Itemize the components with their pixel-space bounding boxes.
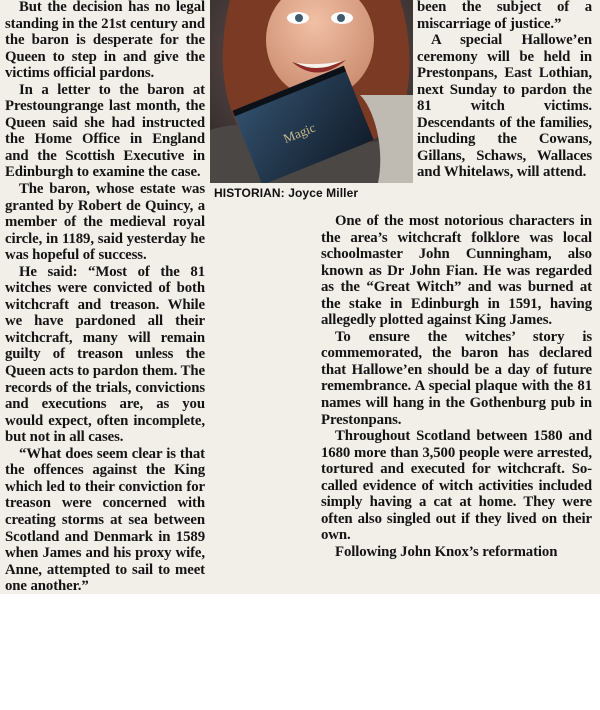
paragraph: A special Hallowe’en ceremony will be held in Prestonpans, East Lothian, next Sunday to pardon the 81 witch victims. Descendants of the families, including the Cowans, Gillans, Schaws, Wallaces and Whitelaws, will attend.	[417, 32, 592, 181]
paragraph: To ensure the witches’ story is commemorated, the baron has declared that Hallowe’en should be a day of future remembrance. A special plaque with the 81 names will hang in the Gothenburg pub in Prestonpans.	[321, 328, 592, 428]
paragraph: The baron, whose estate was granted by Robert de Quincy, a member of the medieval royal circle, in 1189, said yesterday he was hopeful of success.	[5, 181, 205, 264]
paragraph: He said: “Most of the 81 witches were convicted of both witchcraft and treason. While we have pardoned all their witchcraft, many will remain guilty of treason unless the Queen acts to pardon them. The records of the trials, convictions and executions are, as you would expect, often incomplete, but not in all cases.	[5, 263, 205, 446]
photo-joyce-miller	[210, 0, 413, 183]
book-title: Magic	[281, 119, 318, 147]
article-column-right-bottom	[321, 213, 592, 560]
paragraph: One of the most notorious characters in the area’s witchcraft folklore was local schoolmaster John Cunningham, also known as Dr John Fian. He was regarded as the “Great Witch” and was burned at the stake in Edinburgh in 1591, having allegedly plotted against King James.	[321, 213, 592, 329]
paragraph: “What does seem clear is that the offences against the King which led to their conviction for treason were concerned with creating storms at sea between Scotland and Denmark in 1589 when James and his proxy wife, Anne, attempted to sail to meet one another.”	[5, 445, 205, 594]
portrait-illustration	[210, 0, 413, 183]
paragraph: In a letter to the baron at Prestoungrange last month, the Queen said she had instructed the Home Office in England and the Scottish Executive in Edinburgh to examine the case.	[5, 81, 205, 181]
article-column-right-top	[417, 0, 592, 181]
paragraph: Throughout Scotland between 1580 and 1680 more than 3,500 people were arrested, tortured and executed for witchcraft. So-called evidence of witch activities included simply having a cat at home. They were often also singled out if they lived on their own.	[321, 428, 592, 544]
paragraph: Following John Knox’s reformation	[335, 543, 558, 560]
article-column-left	[5, 0, 205, 594]
photo-caption: HISTORIAN: Joyce Miller	[214, 186, 359, 200]
paragraph: But the decision has no legal standing in the 21st century and the baron is desperate for the Queen to step in and give the victims official pardons.	[5, 0, 205, 82]
paragraph: been the subject of a miscarriage of justice.”	[417, 0, 592, 32]
